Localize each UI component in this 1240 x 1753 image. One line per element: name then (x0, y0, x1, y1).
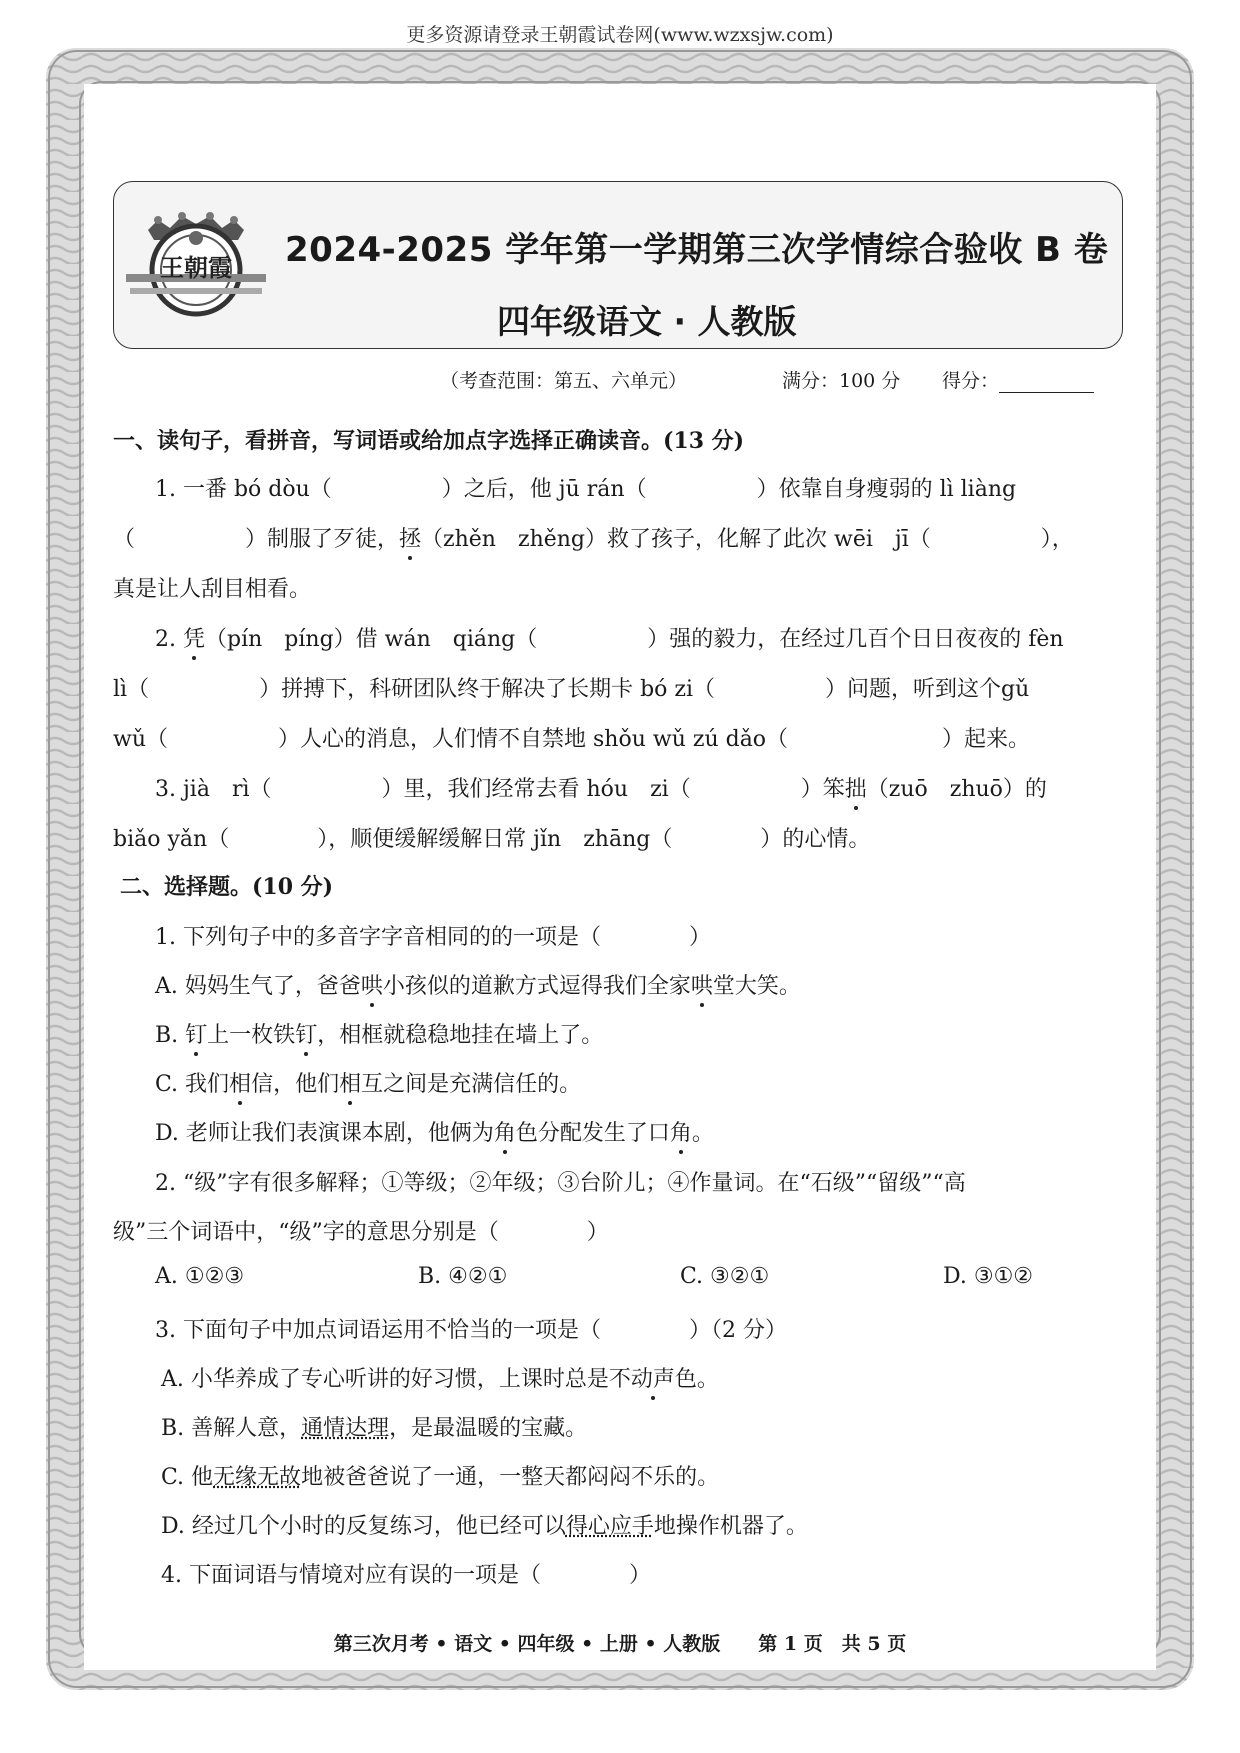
q2-3-option-b[interactable]: B. 善解人意，通情达理，是最温暖的宝藏。 (161, 1416, 588, 1441)
logo-text: 王朝霞 (160, 253, 232, 282)
q1-3-line-1: 3. jià rì（ ）里，我们经常去看 hóu zi（ ）笨拙（zuō zhuō）的 (155, 772, 1047, 803)
q2-2-stem-line-2: 级”三个词语中，“级”字的意思分别是（ ） (113, 1220, 609, 1245)
page-footer: 第三次月考 • 语文 • 四年级 • 上册 • 人教版 第 1 页 共 5 页 (333, 1633, 907, 1655)
q2-2-option-c[interactable]: C. ③②① (680, 1264, 770, 1289)
q1-3-line-2: biǎo yǎn（ ），顺便缓解缓解日常 jǐn zhāng（ ）的心情。 (113, 827, 871, 852)
q1-1-line-3: 真是让人刮目相看。 (113, 577, 312, 602)
q2-1-option-d[interactable]: D. 老师让我们表演课本剧，他俩为角色分配发生了口角。 (155, 1116, 714, 1147)
q1-2-line-2: lì（ ）拼搏下，科研团队终于解决了长期卡 bó zi（ ）问题，听到这个gǔ (113, 677, 1030, 702)
q1-1-line-1: 1. 一番 bó dòu（ ）之后，他 jū rán（ ）依靠自身瘦弱的 lì liàng (155, 477, 1017, 502)
q2-1-option-b[interactable]: B. 钉上一枚铁钉，相框就稳稳地挂在墙上了。 (155, 1018, 603, 1049)
exam-scope: （考查范围：第五、六单元） (440, 370, 688, 392)
q1-2-line-3: wǔ（ ）人心的消息，人们情不自禁地 shǒu wǔ zú dǎo（ ）起来。 (113, 727, 1031, 752)
q2-2-stem-line-1: 2. “级”字有很多解释；①等级；②年级；③台阶儿；④作量词。在“石级”“留级”“高 (155, 1171, 966, 1196)
page-subtitle: 四年级语文 · 人教版 (497, 302, 797, 341)
section-2-heading: 二、选择题。(10 分) (120, 874, 334, 900)
dotted-char: 凭 (183, 622, 205, 653)
q2-3-stem: 3. 下面句子中加点词语运用不恰当的一项是（ ）（2 分） (155, 1318, 787, 1343)
q2-2-option-a[interactable]: A. ①②③ (155, 1264, 245, 1289)
dotted-char: 拙 (845, 772, 867, 803)
q2-2-option-b[interactable]: B. ④②① (418, 1264, 508, 1289)
q2-1-stem: 1. 下列句子中的多音字字音相同的的一项是（ ） (155, 925, 711, 950)
q2-4-stem: 4. 下面词语与情境对应有误的一项是（ ） (161, 1563, 651, 1588)
q2-1-option-a[interactable]: A. 妈妈生气了，爸爸哄小孩似的道歉方式逗得我们全家哄堂大笑。 (155, 969, 801, 1000)
section-1-heading: 一、读句子，看拼音，写词语或给加点字选择正确读音。(13 分) (113, 428, 745, 454)
q2-2-option-d[interactable]: D. ③①② (943, 1264, 1034, 1289)
q1-1-line-2: （ ）制服了歹徒，拯（zhěn zhěng）救了孩子，化解了此次 wēi jī（ ）， (113, 522, 1074, 553)
q2-1-option-c[interactable]: C. 我们相信，他们相互之间是充满信任的。 (155, 1067, 581, 1098)
score-label: 得分： (942, 370, 1000, 392)
q2-3-option-d[interactable]: D. 经过几个小时的反复练习，他已经可以得心应手地操作机器了。 (161, 1514, 808, 1539)
score-blank[interactable] (999, 374, 1094, 393)
page-title: 2024-2025 学年第一学期第三次学情综合验收 B 卷 (285, 230, 1109, 270)
full-score: 满分：100 分 (782, 370, 901, 392)
q2-3-option-a[interactable]: A. 小华养成了专心听讲的好习惯，上课时总是不动声色。 (161, 1362, 719, 1393)
score-field[interactable] (942, 366, 1094, 393)
logo-seal-icon (126, 206, 266, 322)
q2-3-option-c[interactable]: C. 他无缘无故地被爸爸说了一通，一整天都闷闷不乐的。 (161, 1465, 720, 1490)
q1-2-line-1: 2. 凭（pín píng）借 wán qiáng（ ）强的毅力，在经过几百个日日夜夜的 fèn (155, 622, 1064, 653)
top-note: 更多资源请登录王朝霞试卷网(www.wzxsjw.com) (406, 24, 834, 46)
dotted-char: 拯 (399, 522, 421, 553)
